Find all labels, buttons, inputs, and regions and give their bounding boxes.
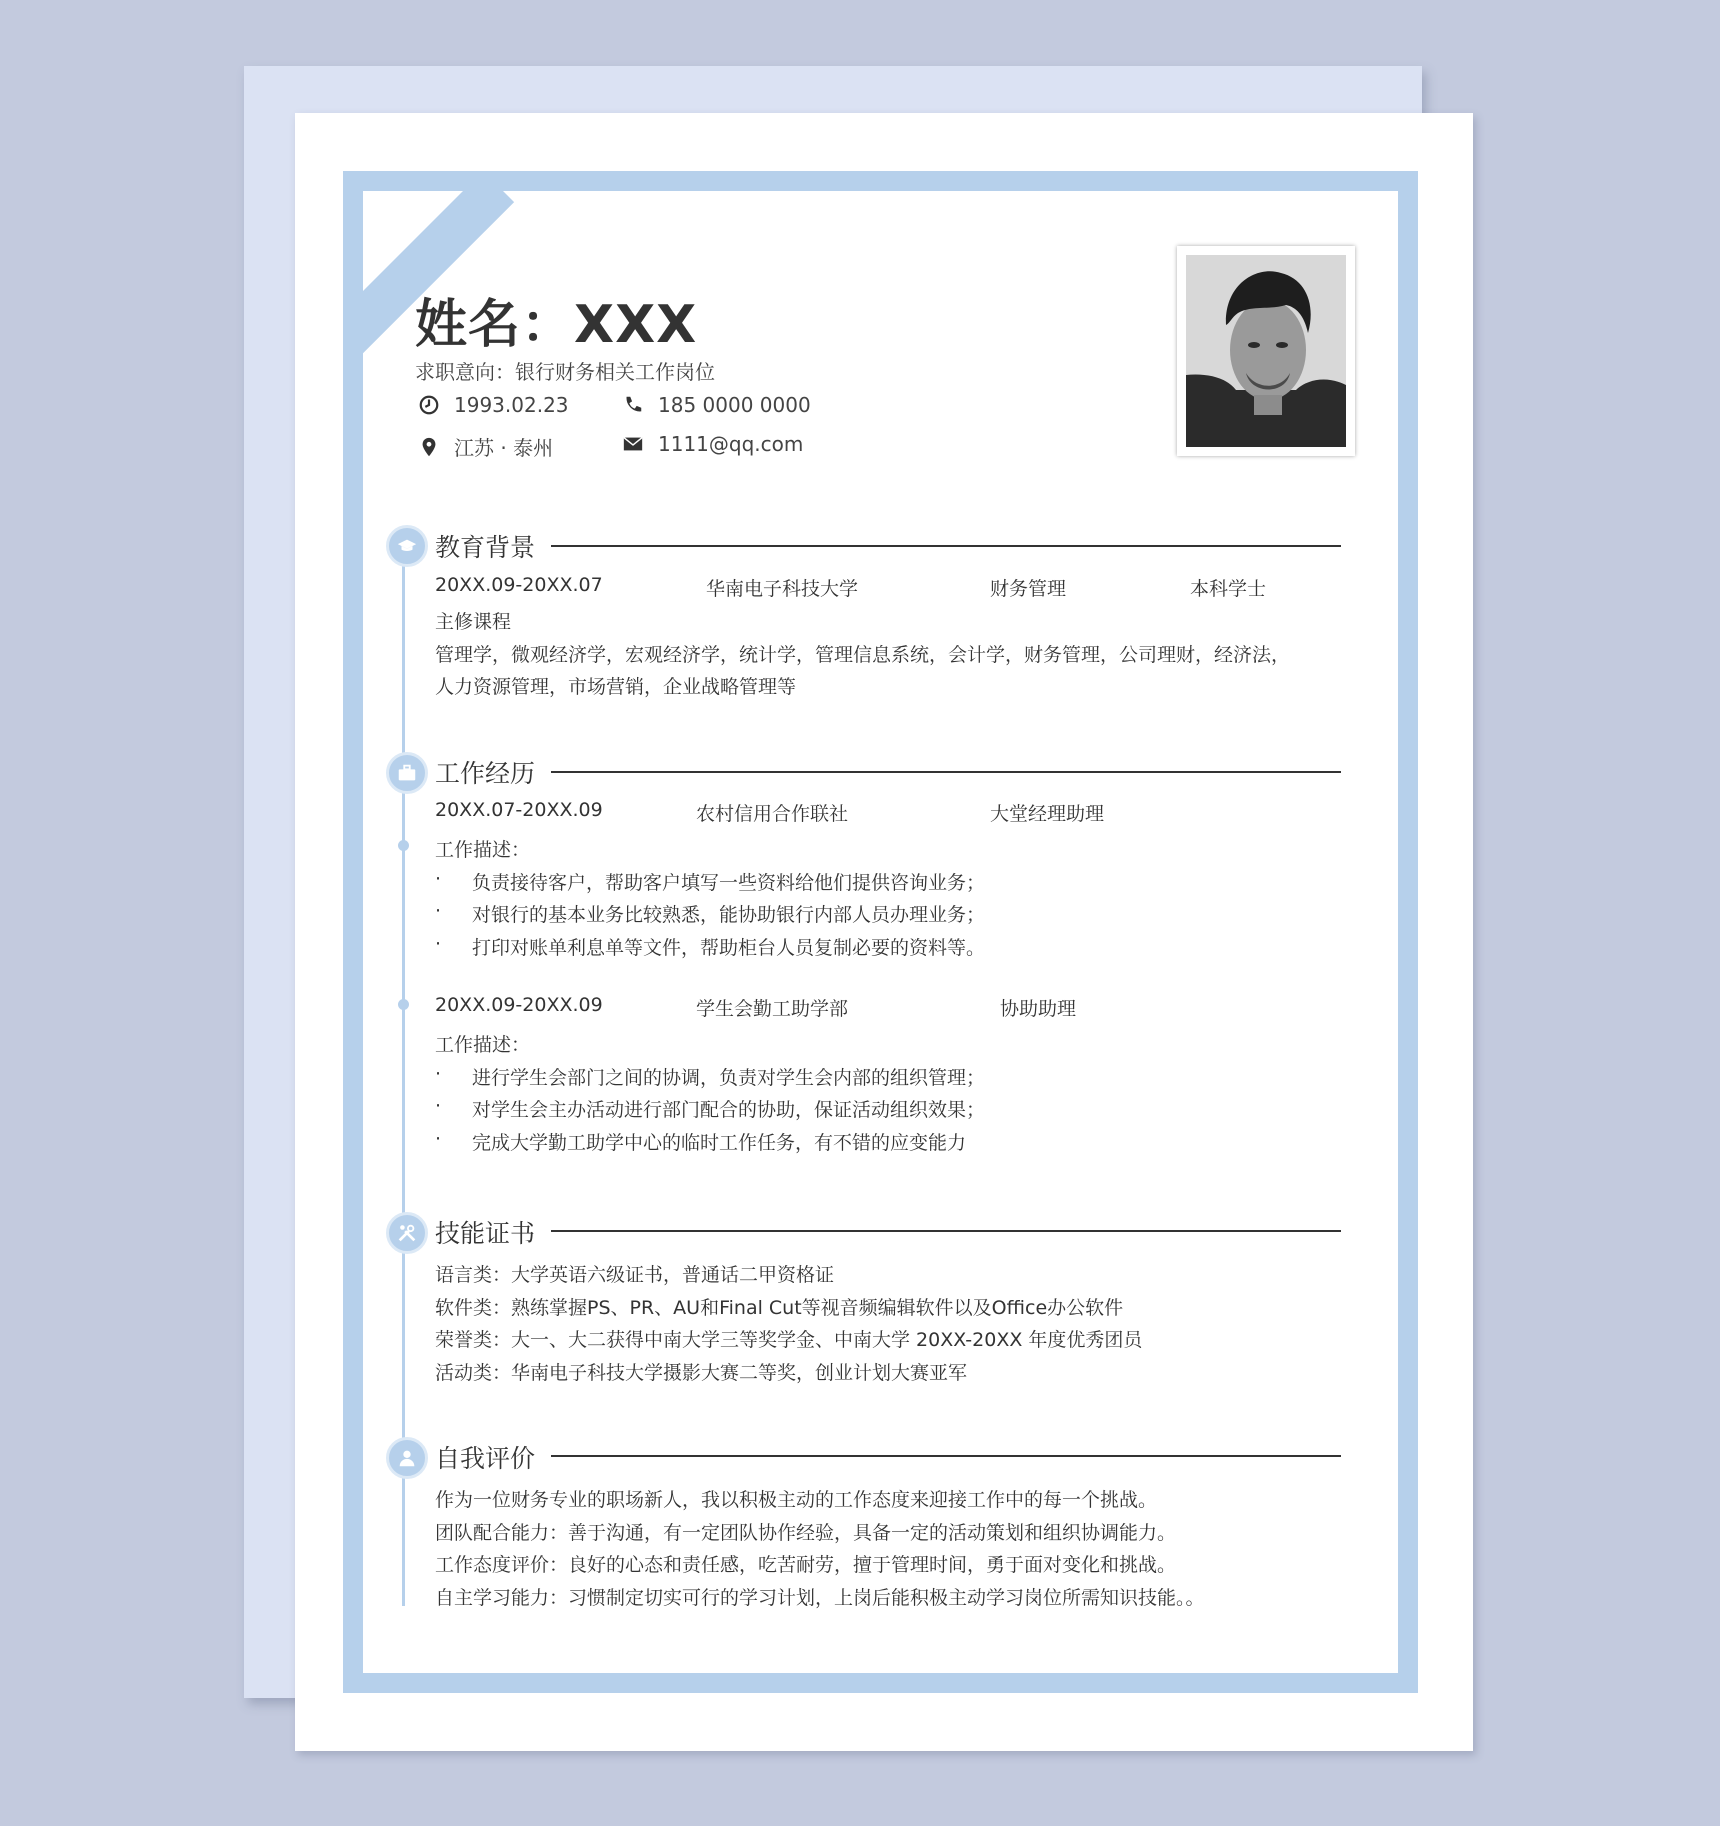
job-role: 大堂经理助理 xyxy=(990,803,1105,825)
phone-info xyxy=(622,393,811,417)
education-title: 教育背景 xyxy=(435,533,536,562)
skill-line: 荣誉类：大一、大二获得中南大学三等奖学金、中南大学 20XX-20XX 年度优秀团员 xyxy=(435,1329,1143,1351)
birth-info xyxy=(418,393,569,417)
bullet: · xyxy=(435,868,442,890)
job-item: 完成大学勤工助学中心的临时工作任务，有不错的应变能力 xyxy=(472,1132,967,1154)
job-item: 打印对账单利息单等文件，帮助柜台人员复制必要的资料等。 xyxy=(472,937,986,959)
section-rule xyxy=(551,1455,1341,1457)
job-item: 对银行的基本业务比较熟悉，能协助银行内部人员办理业务； xyxy=(472,904,986,926)
timeline-dot xyxy=(398,999,409,1010)
location-info xyxy=(418,432,553,461)
edu-period: 20XX.09-20XX.07 xyxy=(435,574,603,596)
work-title: 工作经历 xyxy=(435,759,536,788)
person-icon xyxy=(386,1437,428,1479)
courses-line: 管理学，微观经济学，宏观经济学，统计学，管理信息系统，会计学，财务管理，公司理财，经济法， xyxy=(435,644,1291,666)
candidate-name: 姓名：XXX xyxy=(415,295,698,355)
self-line: 作为一位财务专业的职场新人，我以积极主动的工作态度来迎接工作中的每一个挑战。 xyxy=(435,1489,1158,1511)
graduation-cap-icon xyxy=(386,525,428,567)
skills-title: 技能证书 xyxy=(435,1219,536,1248)
courses-line: 人力资源管理，市场营销，企业战略管理等 xyxy=(435,676,797,698)
section-rule xyxy=(551,771,1341,773)
birth-date: 1993.02.23 xyxy=(454,393,569,417)
job-intent: 求职意向：银行财务相关工作岗位 xyxy=(415,360,715,384)
bullet: · xyxy=(435,933,442,955)
phone-icon xyxy=(622,394,644,416)
email-address: 1111@qq.com xyxy=(658,432,804,456)
self-title: 自我评价 xyxy=(435,1444,536,1473)
skill-line: 语言类：大学英语六级证书，普通话二甲资格证 xyxy=(435,1264,835,1286)
self-line: 自主学习能力：习惯制定切实可行的学习计划，上岗后能积极主动学习岗位所需知识技能。。 xyxy=(435,1587,1205,1609)
job-desc-label: 工作描述： xyxy=(435,839,531,861)
edu-major: 财务管理 xyxy=(990,578,1067,600)
clock-icon xyxy=(418,394,440,416)
self-line: 团队配合能力：善于沟通，有一定团队协作经验，具备一定的活动策划和组织协调能力。 xyxy=(435,1522,1177,1544)
briefcase-icon xyxy=(386,752,428,794)
job-item: 对学生会主办活动进行部门配合的协助，保证活动组织效果； xyxy=(472,1099,986,1121)
job-item: 进行学生会部门之间的协调，负责对学生会内部的组织管理； xyxy=(472,1067,986,1089)
edu-degree: 本科学士 xyxy=(1190,578,1267,600)
section-rule xyxy=(551,545,1341,547)
bullet: · xyxy=(435,1128,442,1150)
job-period: 20XX.09-20XX.09 xyxy=(435,994,603,1016)
location-pin-icon xyxy=(418,436,440,458)
skill-line: 软件类：熟练掌握PS、PR、AU和Final Cut等视音频编辑软件以及Office办公软件 xyxy=(435,1297,1124,1319)
skill-line: 活动类：华南电子科技大学摄影大赛二等奖，创业计划大赛亚军 xyxy=(435,1362,968,1384)
job-org: 农村信用合作联社 xyxy=(696,803,849,825)
job-item: 负责接待客户，帮助客户填写一些资料给他们提供咨询业务； xyxy=(472,872,986,894)
mail-icon xyxy=(622,433,644,455)
bullet: · xyxy=(435,1095,442,1117)
profile-photo xyxy=(1177,246,1355,456)
tools-icon xyxy=(386,1212,428,1254)
location: 江苏 · 泰州 xyxy=(454,436,554,460)
email-info xyxy=(622,432,803,456)
courses-label: 主修课程 xyxy=(435,611,512,633)
self-line: 工作态度评价：良好的心态和责任感，吃苦耐劳，擅于管理时间，勇于面对变化和挑战。 xyxy=(435,1554,1177,1576)
job-period: 20XX.07-20XX.09 xyxy=(435,799,603,821)
timeline-dot xyxy=(398,840,409,851)
bullet: · xyxy=(435,1063,442,1085)
section-rule xyxy=(551,1230,1341,1232)
phone-number: 185 0000 0000 xyxy=(658,393,811,417)
bullet: · xyxy=(435,900,442,922)
job-desc-label: 工作描述： xyxy=(435,1034,531,1056)
edu-school: 华南电子科技大学 xyxy=(706,578,859,600)
job-org: 学生会勤工助学部 xyxy=(696,998,849,1020)
photo-portrait xyxy=(1186,255,1346,447)
job-role: 协助助理 xyxy=(1000,998,1077,1020)
